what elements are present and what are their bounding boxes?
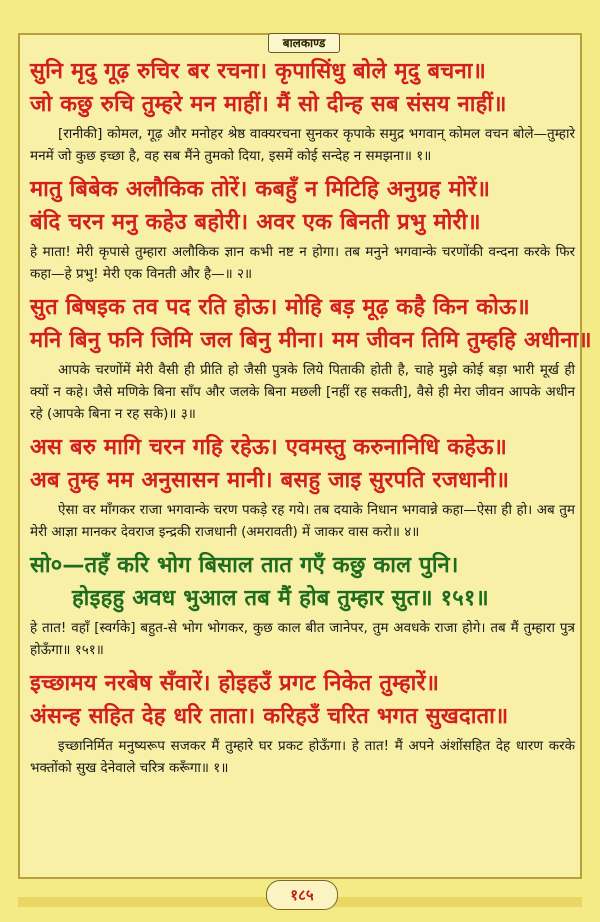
soratha-line: सो०—तहँ करि भोग बिसाल तात गएँ कछु काल पुनि। [30,553,459,578]
verse-line: बंदि चरन मनु कहेउ बहोरी। अवर एक बिनती प्रभु मोरी॥ [30,210,481,235]
translation-paragraph: हे तात! वहाँ [स्वर्गके] बहुत-से भोग भोगकर, कुछ काल बीत जानेपर, तुम अवधके राजा होगे। तब मैं तुम्हारा पुत्र होऊँगा॥ १५१॥ [30,620,575,658]
translation-paragraph: [रानीकी] कोमल, गूढ़ और मनोहर श्रेष्ठ वाक्यरचना सुनकर कृपाके समुद्र भगवान् कोमल वचन बोले—तुम्हारे मनमें जो कुछ इच्छा है, वह सब मैंने तुमको दिया, इसमें कोई सन्देह न समझना॥ १॥ [30,126,575,164]
verse-line: जो कछु रुचि तुम्हरे मन माहीं। मैं सो दीन्ह सब संसय नाहीं॥ [30,92,507,117]
translation-paragraph: ऐसा वर माँगकर राजा भगवान्के चरण पकड़े रह गये। तब दयाके निधान भगवान्ने कहा—ऐसा ही हो। अब तुम मेरी आज्ञा मानकर देवराज इन्द्रकी राजधानी (अमरावती) में जाकर वास करो॥ ४॥ [30,502,575,540]
translation-paragraph: इच्छानिर्मित मनुष्यरूप सजकर मैं तुम्हारे घर प्रकट होऊँगा। हे तात! मैं अपने अंशोंसहित देह धारण करके भक्तोंको सुख देनेवाले चरित्र करूँगा॥ १॥ [30,738,575,776]
verse-line: मनि बिनु फनि जिमि जल बिनु मीना। मम जीवन तिमि तुम्हहि अधीना॥ [30,328,592,353]
translation-paragraph: हे माता! मेरी कृपासे तुम्हारा अलौकिक ज्ञान कभी नष्ट न होगा। तब मनुने भगवान्के चरणोंकी वन्दना करके फिर कहा—हे प्रभु! मेरी एक विनती और है—॥ २॥ [30,244,575,282]
page-number: १८५ [266,880,338,910]
translation-paragraph: आपके चरणोंमें मेरी वैसी ही प्रीति हो जैसी पुत्रके लिये पिताकी होती है, चाहे मुझे कोई बड़ा भारी मूर्ख ही क्यों न कहे। जैसे मणिके बिना साँप और जलके बिना मछली [नहीं रह सकती], वैसे ही मेरा जीवन आपके अधीन रहे (आपके बिना न रह सके)॥ ३॥ [30,362,575,422]
soratha-line: होइहहु अवध भुआल तब मैं होब तुम्हार सुत॥ १५१॥ [72,586,489,611]
verse-line: सुत बिषइक तव पद रति होऊ। मोहि बड़ मूढ़ कहै किन कोऊ॥ [30,295,530,320]
verse-line: सुनि मृदु गूढ़ रुचिर बर रचना। कृपासिंधु बोले मृदु बचना॥ [30,59,486,84]
verse-line: मातु बिबेक अलौकिक तोरें। कबहुँ न मिटिहि अनुग्रह मोरें॥ [30,177,491,202]
verse-line: अंसन्ह सहित देह धरि ताता। करिहउँ चरित भगत सुखदाता॥ [30,704,509,729]
page-content [30,55,592,785]
verse-line: इच्छामय नरबेष सँवारें। होइहउँ प्रगट निकेत तुम्हारें॥ [30,671,440,696]
verse-line: अस बरु मागि चरन गहि रहेऊ। एवमस्तु करुनानिधि कहेऊ॥ [30,435,508,460]
verse-line: अब तुम्ह मम अनुसासन मानी। बसहु जाइ सुरपति रजधानी॥ [30,468,510,493]
section-title: बालकाण्ड [268,33,340,53]
